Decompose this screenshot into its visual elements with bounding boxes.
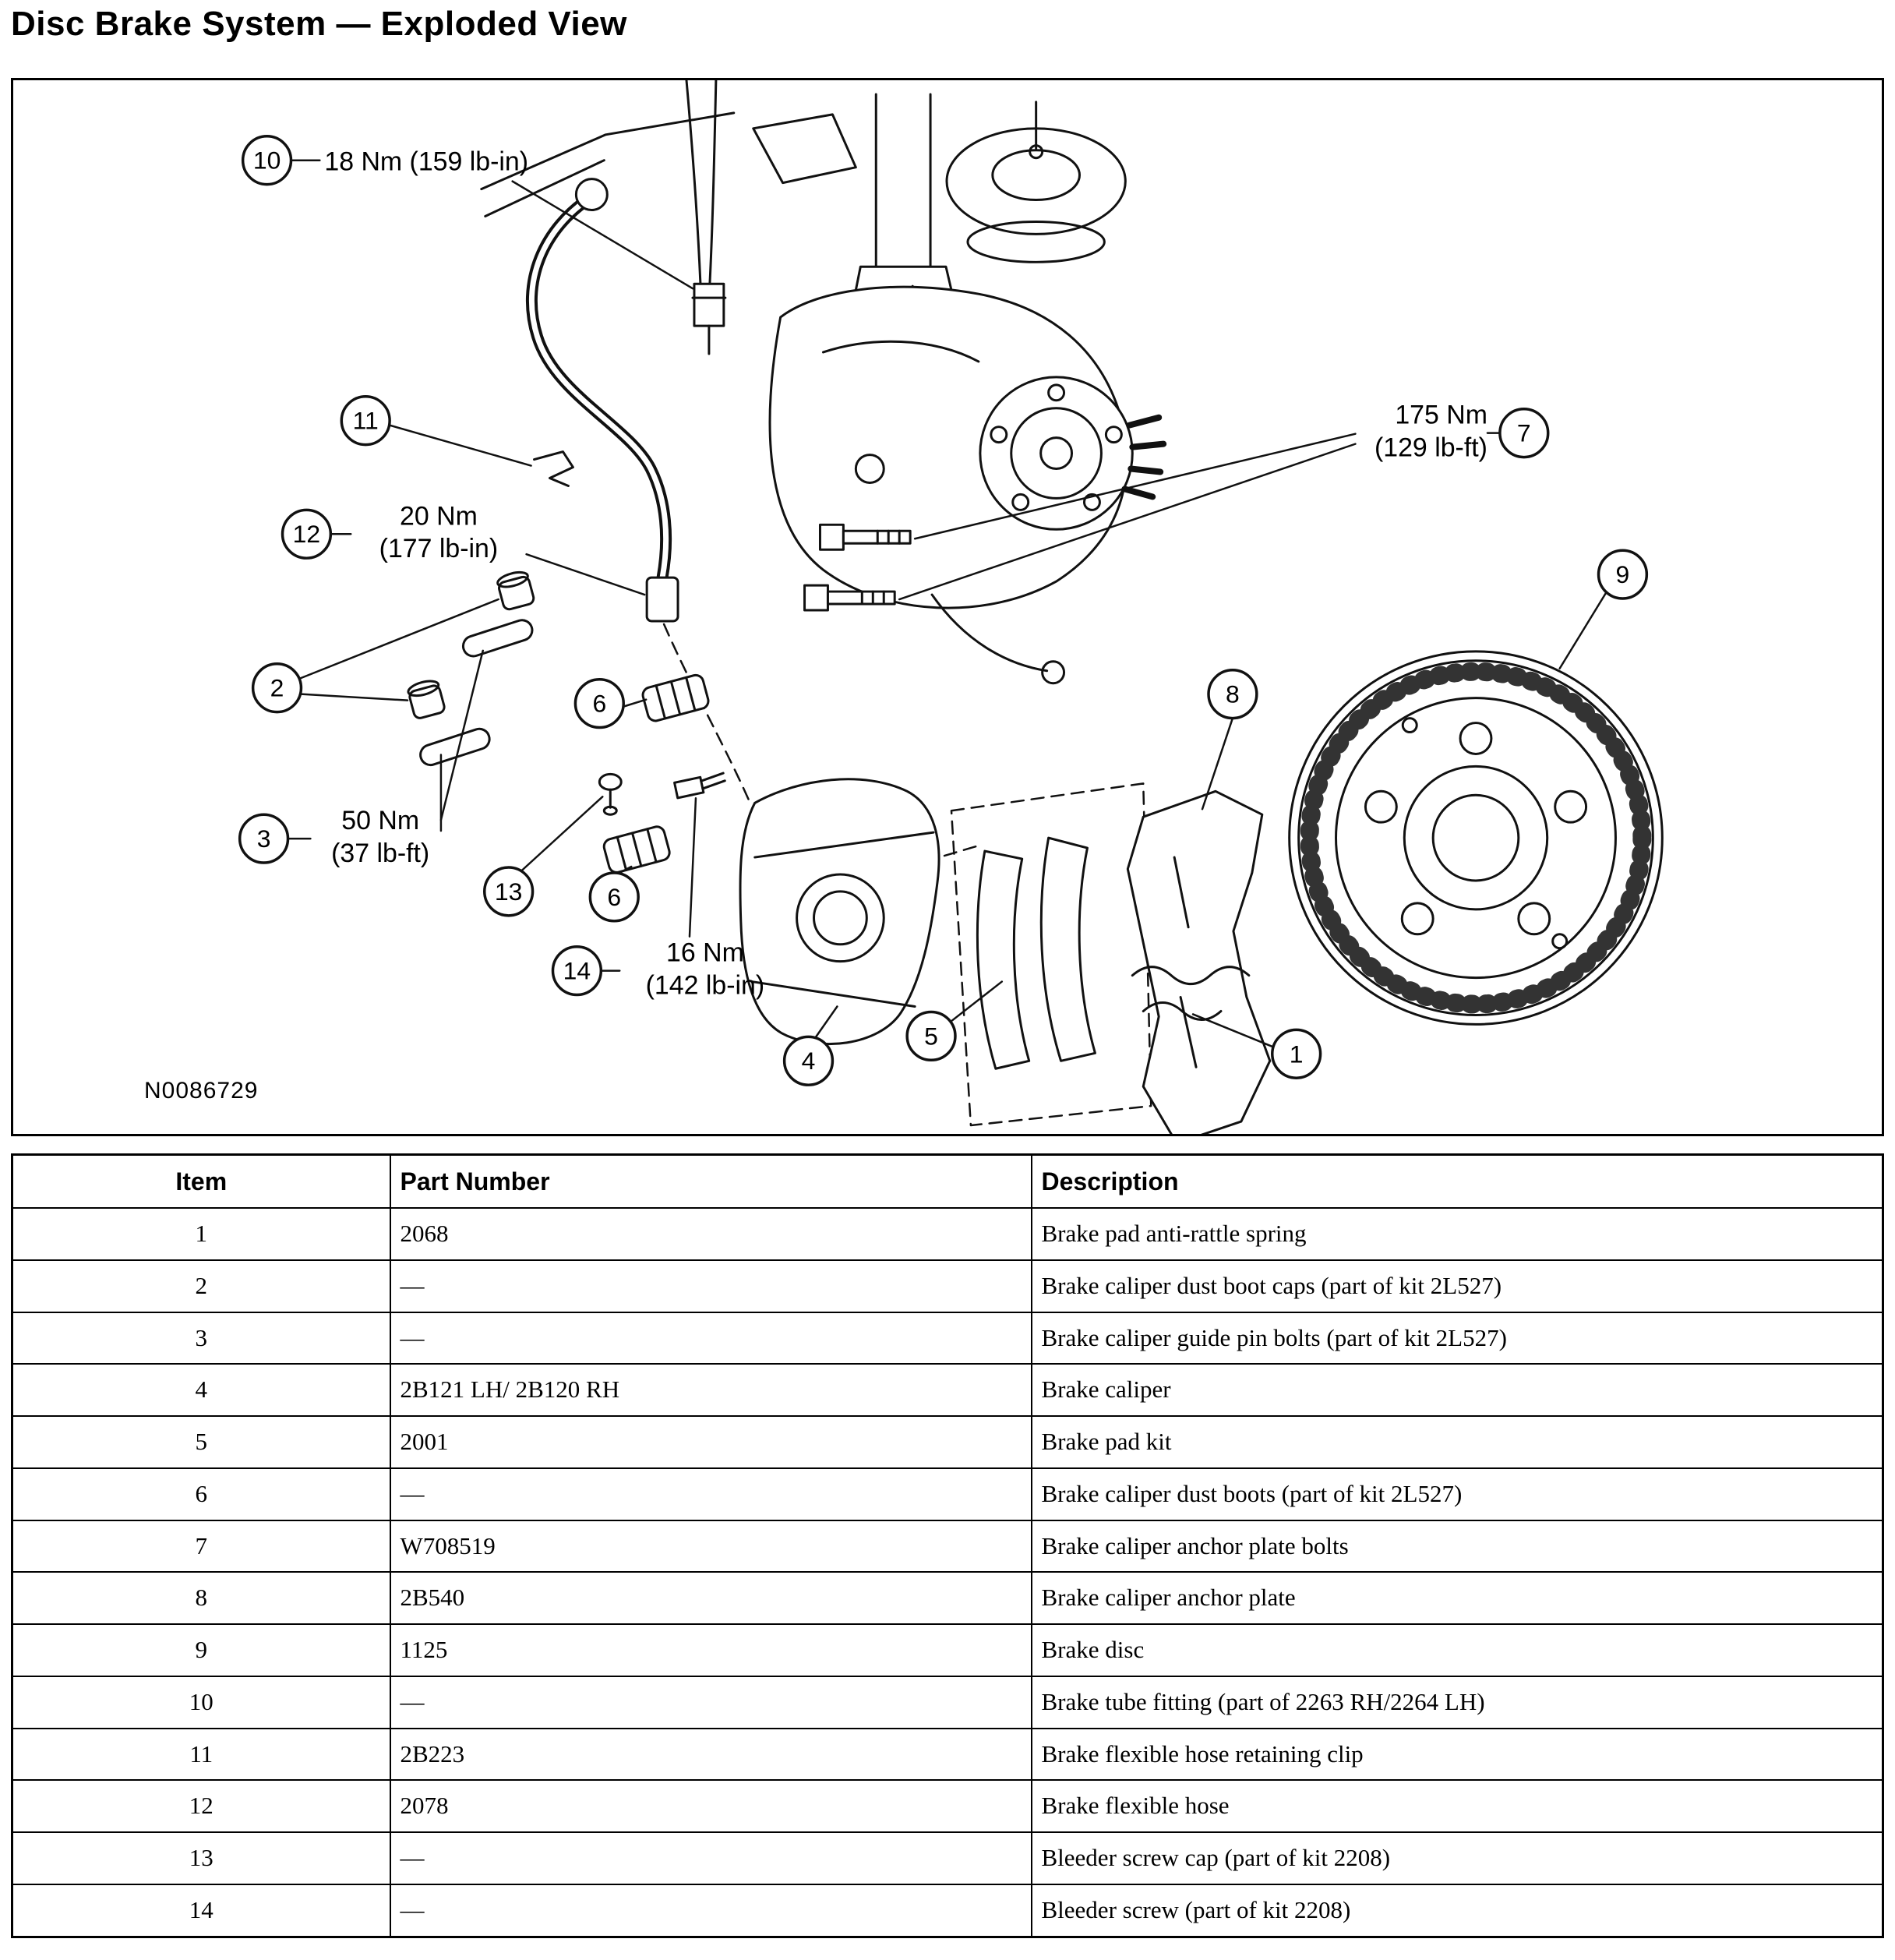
callout-number: 10 bbox=[252, 146, 281, 175]
table-row bbox=[12, 1416, 1883, 1468]
exploded-view-diagram bbox=[13, 80, 1882, 1134]
callout-number: 5 bbox=[924, 1022, 938, 1051]
hose-banjo-fitting bbox=[576, 179, 607, 210]
part-number-cell: — bbox=[390, 1312, 1032, 1365]
part-number-cell: 2078 bbox=[390, 1780, 1032, 1832]
table-row bbox=[12, 1624, 1883, 1676]
torque-label: (177 lb-in) bbox=[379, 534, 499, 564]
item-cell: 5 bbox=[12, 1416, 390, 1468]
leader-line bbox=[390, 426, 531, 466]
table-row bbox=[12, 1780, 1883, 1832]
leader-line bbox=[527, 554, 645, 595]
table-row bbox=[12, 1832, 1883, 1884]
torque-label: (142 lb-in) bbox=[645, 970, 765, 1001]
callout-6 bbox=[590, 867, 638, 921]
callout-number: 3 bbox=[256, 825, 271, 853]
table-row bbox=[12, 1312, 1883, 1365]
part-number-cell: 2001 bbox=[390, 1416, 1032, 1468]
description-cell: Brake pad kit bbox=[1032, 1416, 1883, 1468]
item-cell: 1 bbox=[12, 1208, 390, 1260]
leader-line bbox=[522, 796, 603, 871]
table-row bbox=[12, 1520, 1883, 1573]
torque-label: 18 Nm (159 lb-in) bbox=[324, 147, 529, 177]
part-number-cell: — bbox=[390, 1832, 1032, 1884]
callout-12 bbox=[283, 501, 645, 595]
description-cell: Brake disc bbox=[1032, 1624, 1883, 1676]
callout-number: 8 bbox=[1226, 680, 1240, 708]
guide-pin-bolt bbox=[461, 617, 535, 659]
item-cell: 11 bbox=[12, 1729, 390, 1781]
leader-line bbox=[301, 694, 408, 701]
table-row bbox=[12, 1260, 1883, 1312]
item-cell: 12 bbox=[12, 1780, 390, 1832]
dust-boot bbox=[602, 825, 671, 874]
callout-number: 6 bbox=[607, 882, 622, 911]
item-cell: 3 bbox=[12, 1312, 390, 1365]
callout-number: 1 bbox=[1289, 1040, 1304, 1068]
anchor-plate bbox=[1127, 791, 1269, 1134]
table-row bbox=[12, 1572, 1883, 1624]
figure-id: N0086729 bbox=[144, 1078, 259, 1104]
parts-table-body bbox=[12, 1208, 1883, 1937]
part-number-cell: 2068 bbox=[390, 1208, 1032, 1260]
item-cell: 9 bbox=[12, 1624, 390, 1676]
description-cell: Brake flexible hose bbox=[1032, 1780, 1883, 1832]
callout-9 bbox=[1560, 550, 1647, 669]
callout-number: 11 bbox=[352, 406, 379, 435]
brake-pad bbox=[1041, 838, 1095, 1061]
table-row bbox=[12, 1364, 1883, 1416]
dust-boot-cap bbox=[496, 570, 535, 611]
callout-number: 13 bbox=[494, 877, 523, 906]
callout-6 bbox=[575, 680, 646, 728]
table-row bbox=[12, 1729, 1883, 1781]
parts-table bbox=[11, 1153, 1884, 1938]
part-number-cell: 1125 bbox=[390, 1624, 1032, 1676]
header-item: Item bbox=[12, 1155, 390, 1209]
item-cell: 7 bbox=[12, 1520, 390, 1573]
part-number-cell: — bbox=[390, 1884, 1032, 1937]
callout-10 bbox=[243, 136, 693, 288]
callout-number: 7 bbox=[1516, 418, 1531, 447]
callout-number: 9 bbox=[1615, 560, 1630, 589]
description-cell: Brake caliper dust boots (part of kit 2L527) bbox=[1032, 1468, 1883, 1520]
description-cell: Brake caliper bbox=[1032, 1364, 1883, 1416]
description-cell: Brake caliper guide pin bolts (part of kit 2L527) bbox=[1032, 1312, 1883, 1365]
item-cell: 2 bbox=[12, 1260, 390, 1312]
torque-label: (37 lb-ft) bbox=[331, 839, 430, 869]
header-row bbox=[12, 1155, 1883, 1209]
torque-label: 50 Nm bbox=[341, 806, 420, 836]
leader-line bbox=[1560, 592, 1607, 669]
brake-tube-fitting bbox=[694, 284, 724, 326]
torque-label: (129 lb-ft) bbox=[1374, 433, 1487, 463]
description-cell: Brake tube fitting (part of 2263 RH/2264 LH) bbox=[1032, 1676, 1883, 1729]
dust-boot-cap bbox=[407, 678, 446, 719]
leader-line bbox=[623, 700, 646, 707]
header-description: Description bbox=[1032, 1155, 1883, 1209]
torque-label: 16 Nm bbox=[666, 938, 744, 968]
part-number-cell: — bbox=[390, 1260, 1032, 1312]
item-cell: 6 bbox=[12, 1468, 390, 1520]
brake-pad bbox=[977, 851, 1029, 1068]
part-number-cell: 2B223 bbox=[390, 1729, 1032, 1781]
table-row bbox=[12, 1676, 1883, 1729]
table-row bbox=[12, 1884, 1883, 1937]
item-cell: 4 bbox=[12, 1364, 390, 1416]
item-cell: 8 bbox=[12, 1572, 390, 1624]
torque-label: 20 Nm bbox=[400, 501, 478, 531]
brake-caliper bbox=[740, 779, 939, 1044]
page-title: Disc Brake System — Exploded View bbox=[11, 5, 627, 43]
description-cell: Bleeder screw (part of kit 2208) bbox=[1032, 1884, 1883, 1937]
bleeder-screw bbox=[675, 772, 727, 798]
dust-boot bbox=[641, 673, 710, 722]
leader-line bbox=[690, 798, 696, 936]
brake-disc bbox=[1290, 652, 1663, 1025]
callout-2 bbox=[253, 599, 499, 712]
item-cell: 14 bbox=[12, 1884, 390, 1937]
callout-number: 4 bbox=[801, 1047, 816, 1075]
description-cell: Brake flexible hose retaining clip bbox=[1032, 1729, 1883, 1781]
exploded-view-figure bbox=[11, 78, 1884, 1136]
header-part-number: Part Number bbox=[390, 1155, 1032, 1209]
part-number-cell: 2B121 LH/ 2B120 RH bbox=[390, 1364, 1032, 1416]
part-number-cell: — bbox=[390, 1676, 1032, 1729]
callout-number: 14 bbox=[563, 956, 591, 985]
description-cell: Brake caliper dust boot caps (part of kit 2L527) bbox=[1032, 1260, 1883, 1312]
part-number-cell: W708519 bbox=[390, 1520, 1032, 1573]
part-number-cell: 2B540 bbox=[390, 1572, 1032, 1624]
callout-11 bbox=[341, 397, 531, 466]
part-number-cell: — bbox=[390, 1468, 1032, 1520]
hose-retaining-clip bbox=[535, 452, 573, 486]
description-cell: Bleeder screw cap (part of kit 2208) bbox=[1032, 1832, 1883, 1884]
description-cell: Brake caliper anchor plate bbox=[1032, 1572, 1883, 1624]
callout-8 bbox=[1202, 670, 1257, 809]
hose-end-fitting bbox=[647, 577, 678, 621]
callout-number: 6 bbox=[592, 689, 607, 718]
torque-label: 175 Nm bbox=[1395, 400, 1487, 430]
table-row bbox=[12, 1468, 1883, 1520]
description-cell: Brake caliper anchor plate bolts bbox=[1032, 1520, 1883, 1573]
callout-13 bbox=[485, 796, 603, 916]
item-cell: 10 bbox=[12, 1676, 390, 1729]
table-row bbox=[12, 1208, 1883, 1260]
callout-number: 12 bbox=[292, 520, 321, 549]
parts-table-head bbox=[12, 1155, 1883, 1209]
item-cell: 13 bbox=[12, 1832, 390, 1884]
description-cell: Brake pad anti-rattle spring bbox=[1032, 1208, 1883, 1260]
bleeder-screw-cap bbox=[599, 774, 621, 814]
callout-number: 2 bbox=[270, 673, 284, 702]
